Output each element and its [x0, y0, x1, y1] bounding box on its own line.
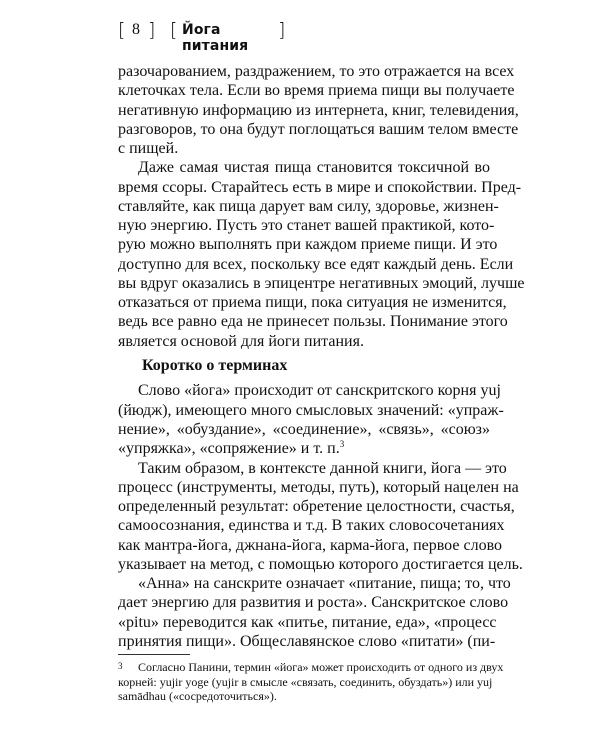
footnote-reference[interactable]: 3 [339, 439, 345, 450]
body-line: (йюдж), имеющего много смысловых значений: «упраж- [118, 401, 504, 419]
body-line: самоосознания, единства и т.д. В таких словосочетаниях [118, 517, 505, 535]
body-line: «pitu» переводится как «питье, питание, еда», «процесс [118, 613, 497, 631]
footnote-line: корней: yujir yoge (yujir в смысле «связать, соединить, обуздать») или yuj [118, 674, 493, 689]
body-line: Слово «йога» происходит от санскритского корня yuj [138, 382, 501, 400]
body-line: дает энергию для развития и роста». Санскритское слово [118, 594, 509, 612]
running-title: Йога питания [182, 22, 249, 54]
body-line: Таким образом, в контексте данной книги, йога — это [138, 459, 507, 477]
title-bracket-close: ] [278, 19, 286, 41]
footnote-line: samādhau («сосредоточиться»). [118, 689, 277, 703]
body-line: указывает на метод, с помощью которого достигается цель. [118, 555, 523, 573]
body-line: доступно для всех, поскольку все едят каждый день. Если [118, 255, 514, 273]
body-line: процесс (инструменты, методы, путь), который нацелен на [118, 478, 519, 496]
page-number-bracket-open: [ [118, 19, 126, 41]
body-line: негативную информацию из интернета, книг, телевидения, [118, 101, 519, 119]
page-number-bracket-close: ] [148, 19, 156, 41]
body-line: время ссоры. Старайтесь есть в мире и спокойствии. Пред- [118, 178, 522, 196]
body-line: как мантра-йога, джнана-йога, карма-йога, первое слово [118, 536, 503, 554]
body-line: с пищей. [118, 140, 179, 157]
body-line: клеточках тела. Если во время приема пищи вы получаете [118, 82, 515, 100]
body-line: ведь все равно еда не принесет пользы. Понимание этого [118, 313, 508, 331]
body-line: рую можно выполнять при каждом приеме пищи. И это [118, 236, 498, 254]
footnote-separator [118, 654, 190, 655]
body-line: является основой для йоги питания. [118, 332, 364, 350]
body-line: вы вдруг оказались в эпицентре негативных эмоций, лучше [118, 274, 525, 292]
body-line: ную энергию. Пусть это станет вашей практикой, кото- [118, 217, 495, 235]
body-line: определенный результат: обретение целостности, счастья, [118, 498, 515, 515]
footnote-line: Согласно Панини, термин «йога» может происходить от одного из двух [138, 660, 504, 675]
body-line: разочарованием, раздражением, то это отражается на всех [118, 63, 515, 80]
body-line: Даже самая чистая пища становится токсичной во [138, 159, 490, 177]
body-line: нение», «обуздание», «соединение», «связь», «союз» [118, 420, 490, 438]
title-bracket-open: [ [170, 19, 178, 41]
body-line [118, 439, 344, 459]
section-heading: Коротко о терминах [142, 357, 288, 375]
page-number: 8 [132, 21, 140, 38]
body-line: принятия пищи». Общеславянское слово «питати» (пи- [118, 632, 496, 650]
body-line: «Анна» на санскрите означает «питание, пища; то, что [138, 575, 511, 592]
body-line-text: «упряжка», «сопряжение» и т. п. [118, 440, 340, 458]
body-line: ставляйте, как пища дарует вам силу, здоровье, жизнен- [118, 197, 499, 215]
body-line: отказаться от приема пищи, пока ситуация не изменится, [118, 294, 507, 312]
body-line: разговоров, то она будут поглощаться вашим телом вместе [118, 120, 519, 138]
footnote-number: 3 [118, 660, 123, 671]
